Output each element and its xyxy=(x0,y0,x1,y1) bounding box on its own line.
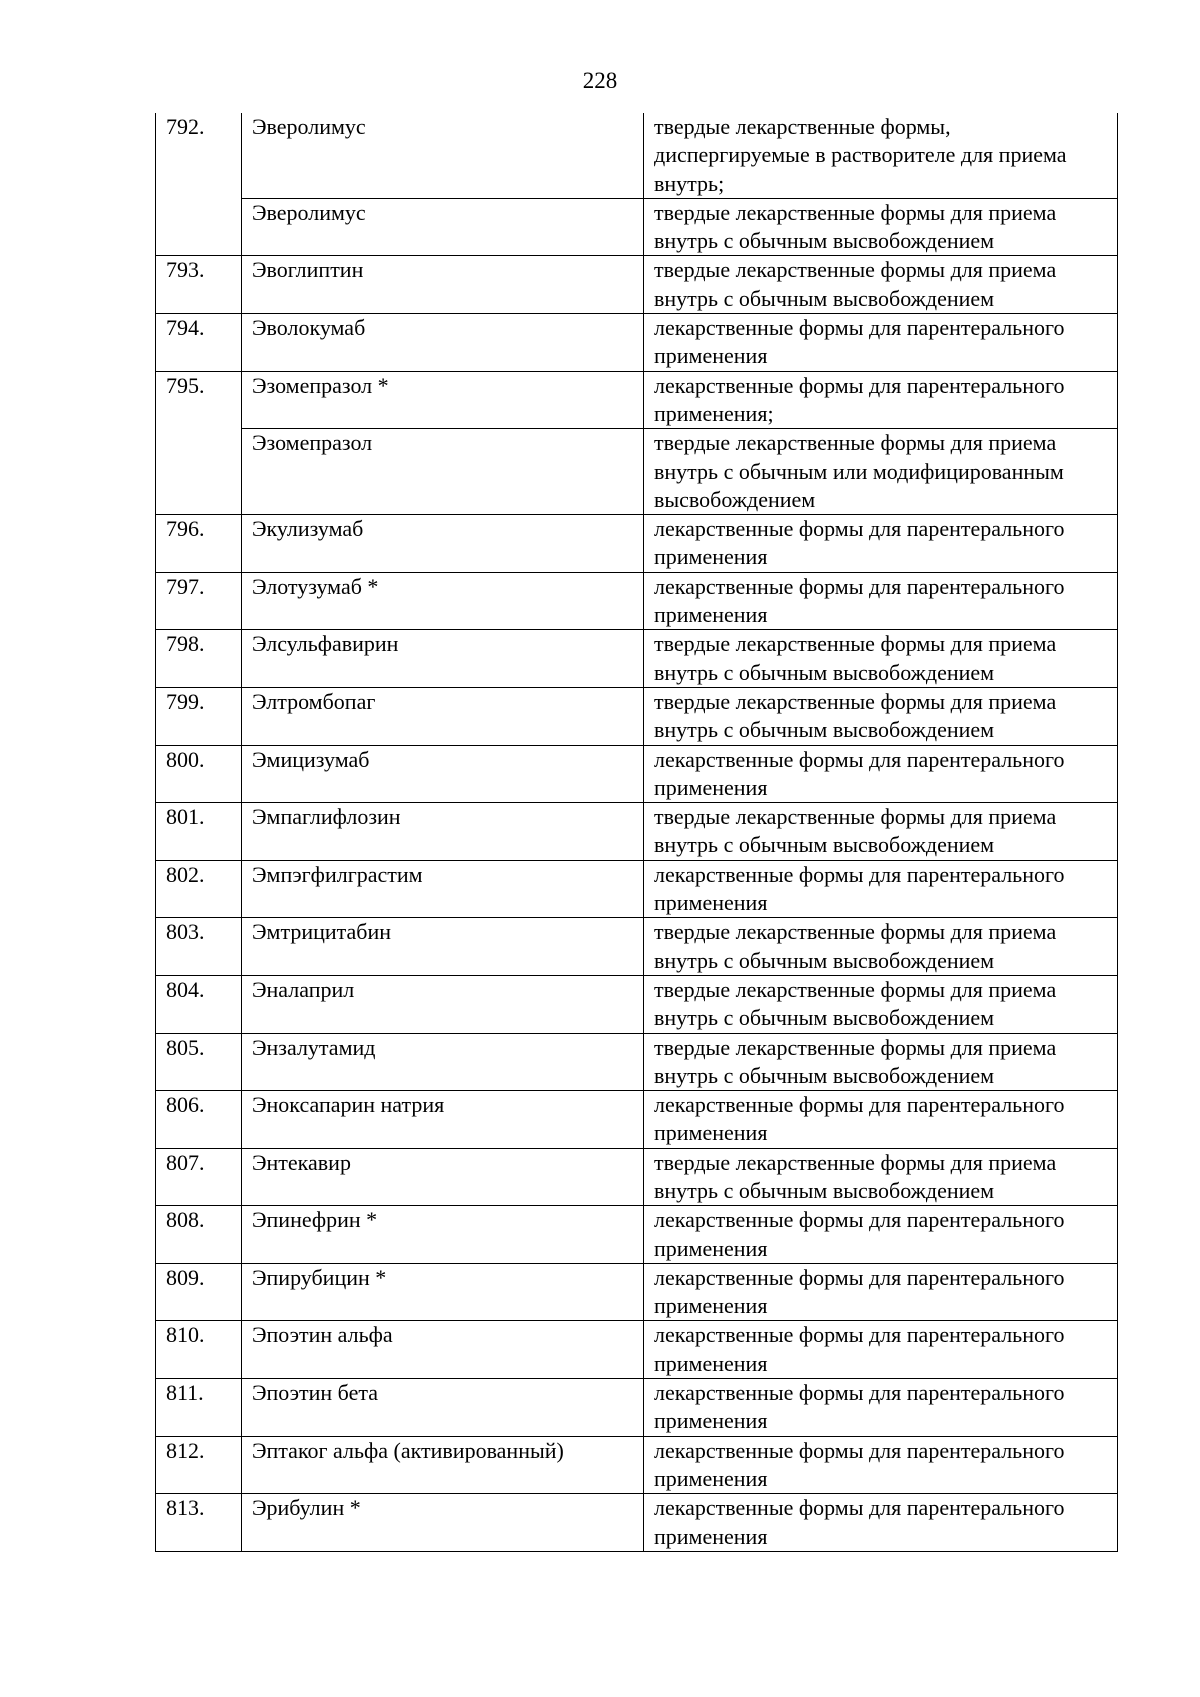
dosage-form: твердые лекарственные формы для приема внутрь с обычным высвобождением xyxy=(644,630,1118,688)
dosage-form: твердые лекарственные формы для приема внутрь с обычным высвобождением xyxy=(644,975,1118,1033)
dosage-form: лекарственные формы для парентерального применения xyxy=(644,314,1118,372)
drug-name: Эзомепразол * xyxy=(242,371,644,429)
dosage-form: лекарственные формы для парентерального применения xyxy=(644,860,1118,918)
dosage-form: твердые лекарственные формы, диспергируемые в растворителе для приема внутрь; xyxy=(644,113,1118,198)
table-row xyxy=(156,1263,1118,1321)
drug-name: Эрибулин * xyxy=(242,1494,644,1552)
drug-name: Эзомепразол xyxy=(242,429,644,515)
drug-name: Элтромбопаг xyxy=(242,687,644,745)
table-row xyxy=(156,1436,1118,1494)
dosage-form: лекарственные формы для парентерального применения xyxy=(644,1091,1118,1149)
dosage-form: лекарственные формы для парентерального применения; xyxy=(644,371,1118,429)
drug-name: Элотузумаб * xyxy=(242,572,644,630)
dosage-form: твердые лекарственные формы для приема внутрь с обычным высвобождением xyxy=(644,256,1118,314)
row-number: 792. xyxy=(156,113,242,256)
row-number: 801. xyxy=(156,803,242,861)
drug-name: Энзалутамид xyxy=(242,1033,644,1091)
dosage-form: твердые лекарственные формы для приема внутрь с обычным высвобождением xyxy=(644,1033,1118,1091)
dosage-form: твердые лекарственные формы для приема внутрь с обычным высвобождением xyxy=(644,687,1118,745)
drug-name: Эволокумаб xyxy=(242,314,644,372)
table-row xyxy=(156,1494,1118,1552)
row-number: 807. xyxy=(156,1148,242,1206)
drug-table-body xyxy=(156,113,1118,1551)
drug-name: Элсульфавирин xyxy=(242,630,644,688)
row-number: 795. xyxy=(156,371,242,514)
dosage-form: лекарственные формы для парентерального применения xyxy=(644,745,1118,803)
dosage-form: лекарственные формы для парентерального применения xyxy=(644,515,1118,573)
table-row xyxy=(156,630,1118,688)
row-number: 797. xyxy=(156,572,242,630)
row-number: 809. xyxy=(156,1263,242,1321)
page-number: 228 xyxy=(582,68,618,93)
drug-name: Эверолимус xyxy=(242,113,644,198)
drug-name: Эпинефрин * xyxy=(242,1206,644,1264)
drug-name: Эпоэтин бета xyxy=(242,1379,644,1437)
table-row xyxy=(156,687,1118,745)
dosage-form: твердые лекарственные формы для приема внутрь с обычным высвобождением xyxy=(644,1148,1118,1206)
dosage-form: твердые лекарственные формы для приема внутрь с обычным высвобождением xyxy=(644,198,1118,256)
row-number: 803. xyxy=(156,918,242,976)
table-row xyxy=(156,572,1118,630)
dosage-form: лекарственные формы для парентерального применения xyxy=(644,1494,1118,1552)
table-row xyxy=(156,860,1118,918)
drug-name: Эмпаглифлозин xyxy=(242,803,644,861)
row-number: 794. xyxy=(156,314,242,372)
dosage-form: лекарственные формы для парентерального применения xyxy=(644,1206,1118,1264)
table-row xyxy=(156,975,1118,1033)
dosage-form: лекарственные формы для парентерального применения xyxy=(644,1263,1118,1321)
table-row xyxy=(156,515,1118,573)
drug-name: Экулизумаб xyxy=(242,515,644,573)
table-row xyxy=(156,113,1118,198)
drug-name: Эпоэтин альфа xyxy=(242,1321,644,1379)
drug-name: Энтекавир xyxy=(242,1148,644,1206)
dosage-form: твердые лекарственные формы для приема внутрь с обычным или модифицированным высвобождением xyxy=(644,429,1118,515)
table-row xyxy=(156,1033,1118,1091)
drug-name: Эверолимус xyxy=(242,198,644,256)
table-row xyxy=(156,371,1118,429)
row-number: 802. xyxy=(156,860,242,918)
table-row xyxy=(156,1321,1118,1379)
dosage-form: твердые лекарственные формы для приема внутрь с обычным высвобождением xyxy=(644,803,1118,861)
drug-name: Эналаприл xyxy=(242,975,644,1033)
table-row xyxy=(156,1379,1118,1437)
row-number: 810. xyxy=(156,1321,242,1379)
row-number: 812. xyxy=(156,1436,242,1494)
row-number: 798. xyxy=(156,630,242,688)
table-row xyxy=(156,1148,1118,1206)
dosage-form: лекарственные формы для парентерального применения xyxy=(644,1379,1118,1437)
drug-name: Эмтрицитабин xyxy=(242,918,644,976)
row-number: 805. xyxy=(156,1033,242,1091)
drug-name: Эпирубицин * xyxy=(242,1263,644,1321)
drug-name: Эмпэгфилграстим xyxy=(242,860,644,918)
dosage-form: твердые лекарственные формы для приема внутрь с обычным высвобождением xyxy=(644,918,1118,976)
table-row xyxy=(156,314,1118,372)
row-number: 813. xyxy=(156,1494,242,1552)
row-number: 793. xyxy=(156,256,242,314)
row-number: 800. xyxy=(156,745,242,803)
drug-table xyxy=(155,113,1118,1552)
row-number: 796. xyxy=(156,515,242,573)
row-number: 799. xyxy=(156,687,242,745)
drug-name: Эптаког альфа (активированный) xyxy=(242,1436,644,1494)
dosage-form: лекарственные формы для парентерального применения xyxy=(644,572,1118,630)
dosage-form: лекарственные формы для парентерального применения xyxy=(644,1321,1118,1379)
row-number: 804. xyxy=(156,975,242,1033)
dosage-form: лекарственные формы для парентерального применения xyxy=(644,1436,1118,1494)
row-number: 811. xyxy=(156,1379,242,1437)
table-row xyxy=(156,745,1118,803)
table-row xyxy=(156,1091,1118,1149)
table-row xyxy=(156,918,1118,976)
drug-name: Эноксапарин натрия xyxy=(242,1091,644,1149)
row-number: 806. xyxy=(156,1091,242,1149)
drug-name: Эвоглиптин xyxy=(242,256,644,314)
row-number: 808. xyxy=(156,1206,242,1264)
table-row xyxy=(156,256,1118,314)
table-row xyxy=(156,1206,1118,1264)
drug-name: Эмицизумаб xyxy=(242,745,644,803)
table-row xyxy=(156,198,1118,256)
table-row xyxy=(156,429,1118,515)
table-row xyxy=(156,803,1118,861)
